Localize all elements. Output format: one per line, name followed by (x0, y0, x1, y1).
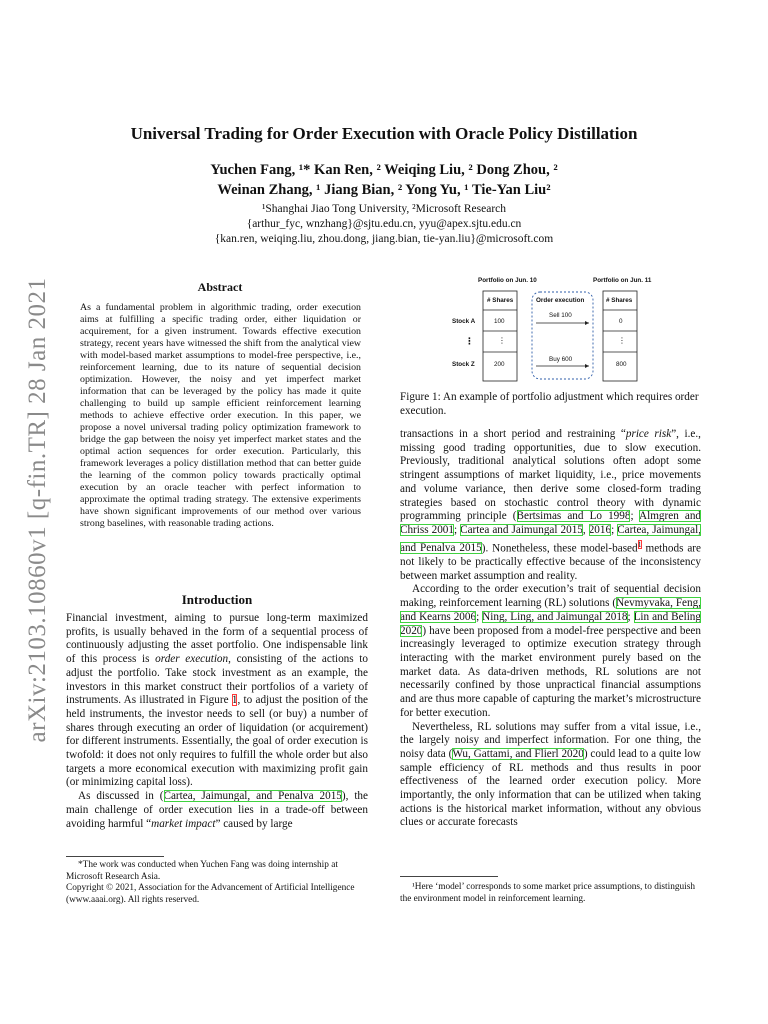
abstract-heading: Abstract (197, 280, 243, 294)
stock-z-label: Stock Z (452, 361, 475, 368)
stock-z-before: 200 (494, 361, 505, 368)
stock-a-after: 0 (619, 318, 623, 325)
ellipsis-label: ⋮ (465, 336, 474, 346)
figure-right-title: Portfolio on Jun. 11 (593, 277, 652, 284)
arxiv-stamp: arXiv:2103.10860v1 [q-fin.TR] 28 Jan 2021 (24, 277, 51, 743)
figure-1-graphic (445, 272, 685, 382)
affiliation-emails-2: {kan.ren, weiqing.liu, zhou.dong, jiang.bian, tie-yan.liu}@microsoft.com (214, 233, 554, 245)
citation-link[interactable]: Bertsimas and Lo 1998 (516, 510, 631, 523)
stock-a-label: Stock A (452, 318, 476, 325)
citation-link[interactable]: Cartea, Jaimungal, and Penalva 2015 (400, 523, 701, 555)
buy-label: Buy 600 (549, 356, 573, 363)
footnote-rule-left (66, 856, 164, 857)
right-paragraph-3: Nevertheless, RL solutions may suffer from a vital issue, i.e., the largely noisy and imperfect information. For one thing, the noisy data (Wu, Gattami, and Flierl 2020) could lead to a quite low sample efficiency of RL methods and thus results in poor effectiveness of the learned order execution policy. More importantly, the only information that can be utilized when taking actions is the historical market information, without any obvious clues or accurate forecasts (400, 720, 701, 829)
figure-link[interactable]: 1 (231, 694, 238, 707)
introduction-body (66, 612, 368, 831)
citation-link[interactable]: Lin and Beling 2020 (400, 610, 701, 637)
citation-link[interactable]: Wu, Gattami, and Flierl 2020 (452, 747, 584, 760)
citation-link[interactable]: Cartea and Jaimungal 2015 (460, 523, 583, 536)
abstract-body (80, 302, 361, 530)
authors-line-1: Yuchen Fang, ¹* Kan Ren, ² Weiqing Liu, ² Dong Zhou, ² (210, 162, 558, 178)
citation-link[interactable]: Almgren and Chriss 2001 (400, 510, 702, 536)
citation-link[interactable]: 2016 (588, 523, 612, 536)
intro-paragraph-2: As discussed in (Cartea, Jaimungal, and Penalva 2015), the main challenge of order execution lies in a trade-off between avoiding harmful “market impact” caused by large (66, 790, 368, 830)
affiliation-line-1: ¹Shanghai Jiao Tong University, ²Microsoft Research (261, 203, 507, 215)
ellipsis-before: ⋮ (498, 336, 506, 345)
copyright-notice: Copyright © 2021, Association for the Advancement of Artificial Intelligence (www.aaai.org). All rights reserved. (66, 883, 355, 905)
paper-title: Universal Trading for Order Execution with Oracle Policy Distillation (130, 124, 638, 143)
footnote-left (66, 860, 368, 906)
affiliations (0, 202, 768, 247)
affiliation-emails-1: {arthur_fyc, wnzhang}@sjtu.edu.cn, yyu@apex.sjtu.edu.cn (246, 218, 522, 230)
right-paragraph-2: According to the order execution’s trait of sequential decision making, reinforcement learning (RL) solutions (Nevmyvaka, Feng, and Kearns 2006; Ning, Ling, and Jaimungal 2018; Lin and Beling 2020) have been proposed from a model-free perspective and been increasingly leveraged to optimize execution strategy through interacting with the market environment purely based on the market data. As data-driven methods, RL solutions are not necessarily confined by those unpractical financial assumptions and are thus more capable of capturing the market’s microstructure for better execution. (400, 583, 701, 719)
footnote-right: ¹Here ‘model’ corresponds to some market price assumptions, to distinguish the environment model in reinforcement learning. (400, 882, 696, 904)
shares-header-right: # Shares (606, 297, 633, 304)
order-execution-title: Order execution (536, 297, 585, 304)
citation-link[interactable]: Cartea, Jaimungal, and Penalva 2015 (163, 790, 342, 803)
footnote-rule-right (400, 876, 498, 877)
abstract-text: As a fundamental problem in algorithmic trading, order execution aims at fulfilling a specific trading order, either liquidation or acquirement, for a given instrument. Towards effective execution strategy, recent years have witnessed the shift from the analytical view with model-based market assumptions to model-free perspective, i.e., reinforcement learning, due to its nature of sequential decision optimization. However, the noisy and yet imperfect market information that can be leveraged by the policy has made it quite challenging to build up sample efficient reinforcement learning methods to achieve effective order execution. In this paper, we propose a novel universal trading policy optimization framework to bridge the gap between the noisy yet imperfect market states and the optimal action sequences for order execution. Particularly, this framework leverages a policy distillation method that can better guide the learning of the common policy towards practically optimal execution by an oracle teacher with perfect information to approximate the optimal trading strategy. The extensive experiments have shown significant improvements of our method over various strong baselines, with reasonable trading actions. (80, 302, 361, 529)
stock-z-after: 800 (616, 361, 627, 368)
footnote-link[interactable]: 1 (637, 539, 642, 549)
author-list (0, 160, 768, 200)
figure-1 (445, 272, 685, 382)
citation-link[interactable]: Nevmyvaka, Feng, and Kearns 2006 (400, 597, 701, 623)
figure-1-caption: Figure 1: An example of portfolio adjustment which requires order execution. (400, 391, 699, 417)
intro-paragraph-1: Financial investment, aiming to pursue long-term maximized profits, is usually behaved in the form of a sequential process of continuously adjusting the asset portfolio. One indispensable link of this process is order execution, consisting of the actions to adjust the portfolio. Take stock investment as an example, the investors in this market construct their portfolios of a variety of instruments. As illustrated in Figure 1, to adjust the position of the held instruments, the investor needs to sell (or buy) a number of shares through executing an order of liquidation (or acquirement) for different instruments. Essentially, the goal of order execution is twofold: it does not only requires to fulfill the whole order but also targets a more economical execution with maximizing profit gain (or minimizing capital loss). (66, 612, 369, 789)
shares-header-left: # Shares (487, 297, 514, 304)
figure-left-title: Portfolio on Jun. 10 (478, 277, 537, 284)
authors-line-2: Weinan Zhang, ¹ Jiang Bian, ² Yong Yu, ¹ Tie-Yan Liu² (217, 182, 551, 198)
ellipsis-after: ⋮ (618, 336, 626, 345)
sell-label: Sell 100 (549, 312, 572, 319)
right-paragraph-1: transactions in a short period and restraining “price risk”, i.e., missing good trading opportunities, due to slow execution. Previously, traditional analytical solutions often adopt some stringent assumptions of market liquidity, i.e., price movements and volume variance, then derive some closed-form trading strategies based on stochastic control theory with dynamic programming principle (Bertsimas and Lo 1998; Almgren and Chriss 2001; Cartea and Jaimungal 2015, 2016; Cartea, Jaimungal, and Penalva 2015). Nonetheless, these model-based$^1$ methods are not likely to be practically effective because of the inconsistency between market assumption and reality. (400, 428, 702, 582)
introduction-heading: Introduction (181, 592, 253, 607)
stock-a-before: 100 (494, 318, 505, 325)
citation-link[interactable]: Ning, Ling, and Jaimungal 2018 (482, 610, 628, 623)
right-column-body (400, 428, 701, 830)
footnote-note: *The work was conducted when Yuchen Fang was doing internship at Microsoft Research Asia. (66, 860, 338, 882)
